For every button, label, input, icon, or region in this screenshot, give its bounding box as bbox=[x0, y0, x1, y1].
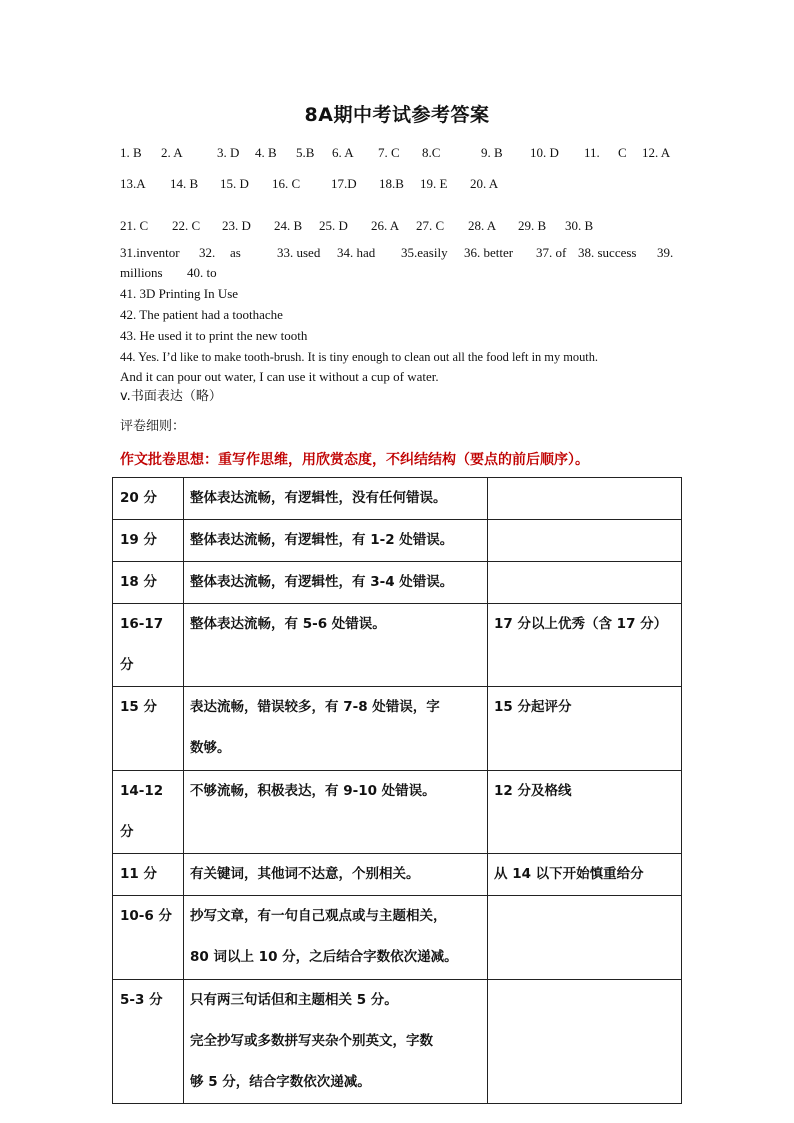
table-row bbox=[113, 771, 682, 854]
fill-in-row-1 bbox=[120, 243, 680, 263]
rubric-note bbox=[488, 896, 682, 980]
answer-item: 27. C bbox=[416, 218, 445, 233]
answer-item: millions bbox=[120, 265, 163, 280]
writing-section-label: v.书面表达（略） bbox=[120, 389, 222, 404]
answer-item: 23. D bbox=[222, 218, 251, 233]
answer-item: 15. D bbox=[220, 176, 249, 191]
answer-item: 16. C bbox=[272, 176, 301, 191]
rubric-score: 5-3 分 bbox=[113, 980, 184, 1104]
answer-item: 14. B bbox=[170, 176, 199, 191]
answer-item: 5.B bbox=[296, 145, 315, 160]
rubric-note bbox=[488, 980, 682, 1104]
rubric-note: 17 分以上优秀（含 17 分） bbox=[488, 604, 682, 687]
rubric-score: 20 分 bbox=[113, 478, 184, 520]
table-row bbox=[113, 478, 682, 520]
answer-44-line-1: 44. Yes. I’d like to make tooth-brush. It is tiny enough to clean out all the food left in my mouth. bbox=[120, 350, 599, 364]
rubric-description: 有关键词，其他词不达意，个别相关。 bbox=[184, 854, 488, 896]
answer-item: 29. B bbox=[518, 218, 547, 233]
page-title: 8A期中考试参考答案 bbox=[304, 104, 490, 126]
answer-41: 41. 3D Printing In Use bbox=[120, 286, 239, 301]
answer-item: 21. C bbox=[120, 218, 149, 233]
rubric-note: 12 分及格线 bbox=[488, 771, 682, 854]
rubric-note: 15 分起评分 bbox=[488, 687, 682, 771]
answer-item: 20. A bbox=[470, 176, 499, 191]
answer-item: 8.C bbox=[422, 145, 441, 160]
answer-item: 34. had bbox=[337, 245, 376, 260]
rubric-description: 抄写文章，有一句自己观点或与主题相关， 80 词以上 10 分，之后结合字数依次递减。 bbox=[184, 896, 488, 980]
answer-item: 6. A bbox=[332, 145, 354, 160]
rubric-score: 18 分 bbox=[113, 562, 184, 604]
table-row bbox=[113, 854, 682, 896]
table-row bbox=[113, 562, 682, 604]
answer-item: 31.inventor bbox=[120, 245, 180, 260]
answer-item: 10. D bbox=[530, 145, 559, 160]
answer-item: 9. B bbox=[481, 145, 503, 160]
rubric-description: 整体表达流畅，有逻辑性，没有任何错误。 bbox=[184, 478, 488, 520]
answer-item: 33. used bbox=[277, 245, 321, 260]
answer-item: 22. C bbox=[172, 218, 201, 233]
rubric-description: 整体表达流畅，有逻辑性，有 3-4 处错误。 bbox=[184, 562, 488, 604]
answer-item: 19. E bbox=[420, 176, 448, 191]
answer-item: 28. A bbox=[468, 218, 497, 233]
answer-item: 18.B bbox=[379, 176, 404, 191]
rubric-score: 16-17 分 bbox=[113, 604, 184, 687]
grading-principle: 作文批卷思想：重写作思维，用欣赏态度，不纠结结构（要点的前后顺序）。 bbox=[120, 452, 589, 468]
answer-44-line-2: And it can pour out water, I can use it without a cup of water. bbox=[120, 369, 439, 384]
grading-rules-label: 评卷细则： bbox=[120, 419, 186, 434]
answer-item: 13.A bbox=[120, 176, 146, 191]
answer-item: 3. D bbox=[217, 145, 240, 160]
answer-item: 30. B bbox=[565, 218, 594, 233]
answer-item: 17.D bbox=[331, 176, 357, 191]
table-row bbox=[113, 980, 682, 1104]
rubric-note bbox=[488, 562, 682, 604]
answer-item: 32. bbox=[199, 245, 216, 260]
answer-item: 35.easily bbox=[401, 245, 448, 260]
answer-item: 26. A bbox=[371, 218, 400, 233]
rubric-note bbox=[488, 520, 682, 562]
answer-item: 37. of bbox=[536, 245, 567, 260]
answer-item: 24. B bbox=[274, 218, 303, 233]
answer-item: 11. bbox=[584, 145, 600, 160]
rubric-score: 15 分 bbox=[113, 687, 184, 771]
answer-item: 25. D bbox=[319, 218, 348, 233]
table-row bbox=[113, 520, 682, 562]
answer-item: 38. success bbox=[578, 245, 637, 260]
fill-in-row-2 bbox=[120, 263, 680, 283]
rubric-description: 整体表达流畅，有 5-6 处错误。 bbox=[184, 604, 488, 687]
table-row bbox=[113, 687, 682, 771]
answer-item: 4. B bbox=[255, 145, 277, 160]
answer-item: 36. better bbox=[464, 245, 514, 260]
answer-item: as bbox=[230, 245, 241, 260]
rubric-description: 不够流畅，积极表达，有 9-10 处错误。 bbox=[184, 771, 488, 854]
answer-item: C bbox=[618, 145, 627, 160]
rubric-score: 14-12 分 bbox=[113, 771, 184, 854]
rubric-note: 从 14 以下开始慎重给分 bbox=[488, 854, 682, 896]
answer-item: 1. B bbox=[120, 145, 142, 160]
rubric-score: 10-6 分 bbox=[113, 896, 184, 980]
answer-42: 42. The patient had a toothache bbox=[120, 307, 283, 322]
answer-item: 12. A bbox=[642, 145, 671, 160]
rubric-note bbox=[488, 478, 682, 520]
answer-item: 39. bbox=[657, 245, 674, 260]
rubric-score: 19 分 bbox=[113, 520, 184, 562]
table-row bbox=[113, 896, 682, 980]
rubric-description: 表达流畅，错误较多，有 7-8 处错误，字 数够。 bbox=[184, 687, 488, 771]
rubric-description: 整体表达流畅，有逻辑性，有 1-2 处错误。 bbox=[184, 520, 488, 562]
answer-item: 2. A bbox=[161, 145, 183, 160]
rubric-score: 11 分 bbox=[113, 854, 184, 896]
rubric-table bbox=[112, 477, 682, 1104]
table-row bbox=[113, 604, 682, 687]
answer-item: 7. C bbox=[378, 145, 400, 160]
answer-43: 43. He used it to print the new tooth bbox=[120, 328, 308, 343]
answer-item: 40. to bbox=[187, 265, 217, 280]
rubric-description: 只有两三句话但和主题相关 5 分。 完全抄写或多数拼写夹杂个别英文，字数 够 5 分，结合字数依次递减。 bbox=[184, 980, 488, 1104]
